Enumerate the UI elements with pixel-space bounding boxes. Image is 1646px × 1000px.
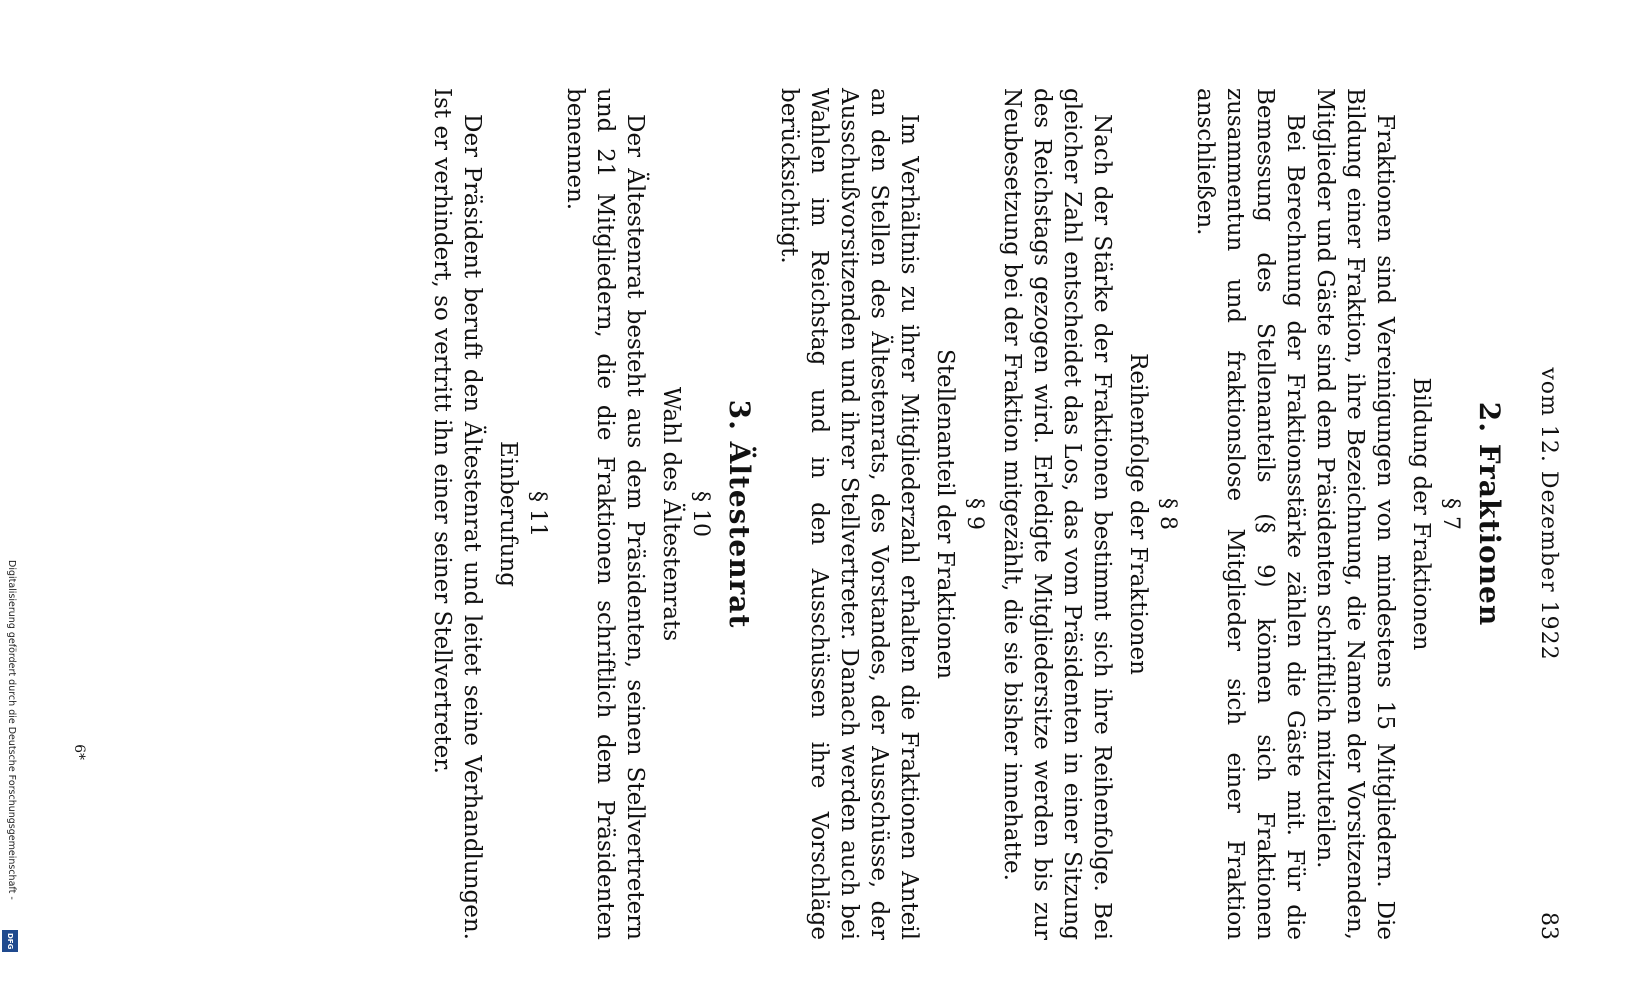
paragraph-number: § 8: [1155, 498, 1180, 530]
digitization-credit: [0, 560, 22, 950]
paragraph-title: Einberufung: [495, 441, 521, 587]
credit-text: Digitalisierung gefördert durch die Deutsche Forschungsgemeinschaft -: [6, 560, 17, 900]
paragraph-10: [560, 88, 713, 940]
paragraph-7: [1190, 88, 1463, 940]
section-heading: 2. Fraktionen: [1473, 401, 1506, 627]
section-heading: 3. Ältestenrat: [723, 399, 756, 629]
paragraph-title: Stellenanteil der Fraktionen: [932, 348, 958, 680]
document-page: [63, 20, 1583, 980]
paragraph-text: Fraktionen sind Vereinigungen von mindestens 15 Mitgliedern. Die Bildung einer Fraktion, ihre Bezeichnung, die Namen der Vorsitzenden, Mitglieder und Gäste sind dem Präsidenten schriftlich mitzuteilen.: [1312, 88, 1398, 940]
paragraph-text: Im Verhältnis zu ihrer Mitgliederzahl erhalten die Fraktionen Anteil an den Stellen des Ältestenrats, des Vorstandes, der Ausschüsse, der Ausschußvorsitzenden und ihrer Stellvertreter. Danach werden auch bei Wahlen im Reichstag und in den Ausschüssen ihre Vorschläge berücksichtigt.: [776, 88, 922, 940]
paragraph-title: Reihenfolge der Fraktionen: [1125, 353, 1151, 675]
page-header: [1536, 88, 1561, 940]
section-fraktionen: [774, 88, 1506, 940]
date-line: vom 12. Dezember 1922: [1536, 367, 1561, 661]
paragraph-number: § 9: [962, 498, 987, 530]
paragraph-title: Bildung der Fraktionen: [1408, 377, 1434, 651]
paragraph-8: [997, 88, 1180, 940]
paragraph-9: [774, 88, 987, 940]
paragraph-text: Der Präsident beruft den Ältestenrat und leitet seine Verhandlungen. Ist er verhindert, so vertritt ihn einer seiner Stellvertreter.: [429, 88, 485, 940]
paragraph-11: [427, 88, 550, 940]
dfg-logo: DFG: [2, 930, 18, 952]
paragraph-text: Bei Berechnung der Fraktionsstärke zählen die Gäste mit. Für die Bemessung des Stellenanteils (§ 9) können sich Fraktionen zusammentun und fraktionslose Mitglieder sich einer Fraktion anschließen.: [1192, 88, 1308, 940]
paragraph-number: § 10: [688, 491, 713, 537]
section-aeltestenrat: [427, 88, 756, 940]
paragraph-text: Nach der Stärke der Fraktionen bestimmt sich ihre Reihenfolge. Bei gleicher Zahl entscheidet das Los, das vom Präsidenten in einer Sitzung des Reichstags gezogen wird. Erledigte Mitgliedersitze werden bis zur Neubesetzung bei der Fraktion mitgezählt, die sie bisher innehatte.: [999, 88, 1115, 940]
paragraph-number: § 11: [525, 491, 550, 537]
page-number: 83: [1536, 912, 1561, 940]
paragraph-text: Der Ältestenrat besteht aus dem Präsidenten, seinen Stellvertretern und 21 Mitgliedern, die die Fraktionen schriftlich dem Präsidenten benennen.: [562, 88, 648, 940]
paragraph-title: Wahl des Ältestenrats: [658, 386, 684, 642]
paragraph-number: § 7: [1438, 498, 1463, 530]
signature-mark: 6*: [71, 744, 87, 760]
